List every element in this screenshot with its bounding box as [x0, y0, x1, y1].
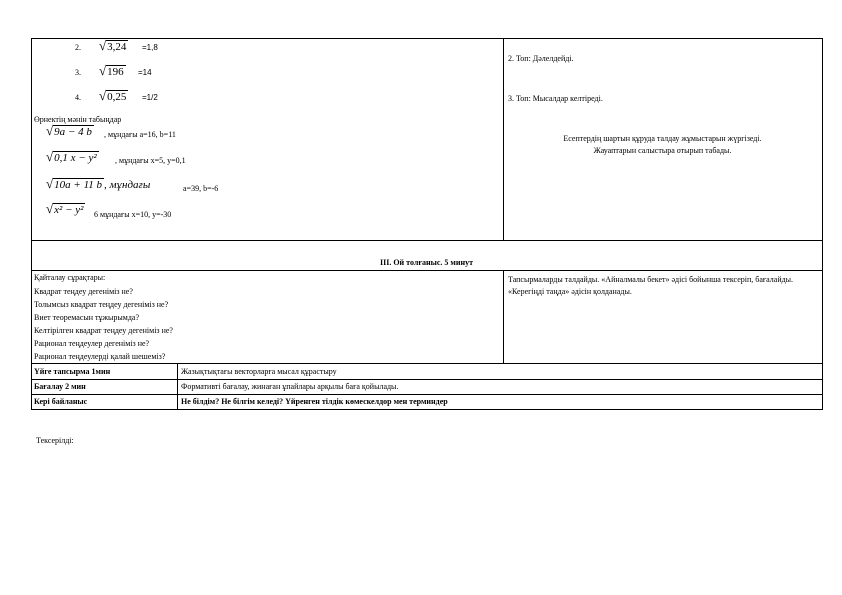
group-3-text: 3. Топ: Мысалдар келтіреді.: [508, 94, 603, 103]
table-border-left: [31, 38, 32, 410]
list-item: 3.: [75, 68, 81, 77]
table-border-top: [31, 38, 822, 39]
analysis-text: Есептердің шартын құруда талдау жұмыстарын жүргізеді.: [563, 134, 762, 143]
row-divider-4: [31, 379, 822, 380]
question-item: Рационал теңдеулер дегеніміз не?: [34, 339, 150, 348]
expression-text: , мұндағы x=5, y=0,1: [115, 156, 186, 165]
expression-text: a=39, b=-6: [183, 184, 219, 193]
row-divider-5: [31, 394, 822, 395]
assessment-label: Бағалау 2 мин: [34, 382, 86, 391]
activity-text: Тапсырмаларды талдайды. «Айналмалы бекет» әдісі бойынша тексеріп, бағалайды. «Керегіңді таңда» әдісін қолданады.: [508, 275, 794, 296]
expression-text: , мұндағы a=16, b=11: [104, 130, 176, 139]
homework-value: Жазықтықтағы векторларға мысал құрастыру: [181, 367, 337, 376]
question-item: Квадрат теңдеу дегеніміз не?: [34, 287, 133, 296]
result: =1/2: [142, 93, 158, 102]
col-divider-bottom: [177, 363, 178, 410]
subtitle: Өрнектің мәнін табыңдар: [34, 115, 122, 124]
feedback-value: Не білдім? Не білгім келеді? Үйренген тілдік көмескелдор мен терминдер: [181, 397, 448, 406]
homework-label: Үйге тапсырма 1мин: [34, 367, 111, 376]
compare-text: Жауаптарын салыстыра отырып табады.: [593, 146, 732, 155]
sqrt-expression: √0,1 x − y²: [46, 149, 97, 164]
sqrt-expression: √9a − 4 b: [46, 123, 92, 138]
table-border-bottom: [31, 409, 822, 410]
assessment-value: Формативті бағалау, жинаған ұпайлары арқылы баға қойылады.: [181, 382, 399, 391]
col-divider-mid: [503, 270, 504, 363]
sqrt-expression: √0,25: [99, 88, 127, 103]
section-title: III. Ой толғаныс. 5 минут: [379, 258, 473, 267]
question-item: Толымсыз квадрат теңдеу дегеніміз не?: [34, 300, 169, 309]
feedback-label: Кері байланыс: [34, 397, 88, 406]
question-item: Келтірілген квадрат теңдеу дегеніміз не?: [34, 326, 173, 335]
sqrt-expression: √x² − y²: [46, 201, 84, 216]
checked-label: Тексерілді:: [36, 436, 74, 445]
question-item: Рационал теңдеулерді қалай шешеміз?: [34, 352, 166, 361]
list-item: 2.: [75, 43, 81, 52]
question-item: Виет теоремасын тұжырымда?: [34, 313, 140, 322]
list-item: 4.: [75, 93, 81, 102]
row-divider-3: [31, 363, 822, 364]
expression-text: 6 мұндағы x=10, y=-30: [94, 210, 172, 219]
result: =14: [138, 68, 152, 77]
questions-heading: Қайталау сұрақтары:: [34, 273, 106, 282]
row-divider-2: [31, 270, 822, 271]
row-divider-1: [31, 240, 822, 241]
sqrt-expression: √196: [99, 63, 124, 78]
sqrt-expression: √10a + 11 b , мұндағы: [46, 176, 151, 191]
group-2-text: 2. Топ: Дәлелдейді.: [508, 54, 574, 63]
sqrt-expression: √3,24: [99, 38, 127, 53]
result: =1,8: [142, 43, 158, 52]
table-border-right: [822, 38, 823, 410]
